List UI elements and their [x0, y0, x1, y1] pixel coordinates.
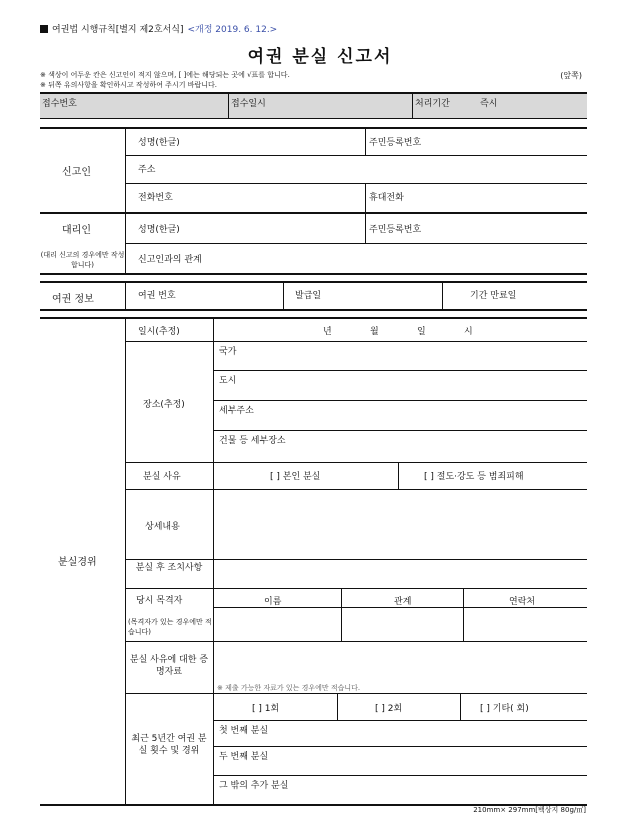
- agent-rrn-label: 주민등록번호: [369, 225, 422, 235]
- loss-after-field[interactable]: [215, 561, 585, 587]
- witness-col-contact: 연락처: [509, 597, 536, 607]
- history-twice-checkbox[interactable]: [ ] 2회: [375, 704, 403, 714]
- history-first-field[interactable]: [285, 722, 585, 744]
- loss-section-label: 분실경위: [58, 557, 97, 568]
- loss-witness-note: (목격자가 있는 경우에만 적습니다): [128, 618, 212, 636]
- loss-detail-label: 상세내용: [145, 522, 180, 532]
- note-2: ※ 뒤쪽 유의사항을 확인하시고 작성하여 주시기 바랍니다.: [40, 81, 217, 89]
- history-second-field[interactable]: [285, 748, 585, 773]
- note-1: ※ 색상이 어두운 칸은 신고인이 적지 않으며, [ ]에는 해당되는 곳에 √표를 합니다.: [40, 71, 290, 79]
- passport-number-label: 여권 번호: [138, 291, 176, 301]
- passport-expiry-label: 기간 만료일: [470, 291, 517, 301]
- place-address-label: 세부주소: [219, 406, 254, 416]
- history-second-label: 두 번째 분실: [219, 752, 269, 762]
- reporter-section-label: 신고인: [62, 167, 91, 178]
- reporter-rrn-field[interactable]: [450, 129, 585, 153]
- side-label: (앞쪽): [560, 71, 582, 80]
- loss-proof-note: ※ 제출 가능한 자료가 있는 경우에만 적습니다.: [217, 684, 361, 692]
- reporter-address-label: 주소: [138, 165, 156, 175]
- agent-name-field[interactable]: [230, 215, 360, 241]
- witness-name-field[interactable]: [215, 609, 339, 639]
- reporter-rrn-label: 주민등록번호: [369, 138, 422, 148]
- loss-witness-label: 당시 목격자: [136, 596, 183, 606]
- passport-issue-label: 발급일: [295, 291, 322, 301]
- reason-crime-checkbox[interactable]: [ ] 절도·강도 등 범죄피해: [424, 472, 524, 482]
- loss-date-label: 일시(추정): [138, 327, 180, 337]
- receipt-row: [40, 93, 587, 118]
- date-month: 월: [370, 327, 379, 337]
- date-hour: 시: [464, 327, 473, 337]
- period-value: 즉시: [480, 99, 498, 109]
- history-additional-field[interactable]: [300, 777, 585, 802]
- loss-after-label: 분실 후 조치사항: [135, 563, 203, 573]
- passport-expiry-field[interactable]: [520, 284, 585, 307]
- place-city-field[interactable]: [215, 385, 585, 399]
- loss-history-label: 최근 5년간 여권 분실 횟수 및 경위: [131, 734, 207, 756]
- reporter-mobile-label: 휴대전화: [369, 193, 404, 203]
- page-title: 여권 분실 신고서: [247, 47, 393, 67]
- agent-section-label: 대리인: [62, 225, 91, 236]
- history-first-label: 첫 번째 분실: [219, 726, 269, 736]
- place-country-field[interactable]: [215, 355, 585, 369]
- witness-relation-field[interactable]: [343, 609, 461, 639]
- receipt-number-label: 접수번호: [42, 99, 77, 109]
- reporter-name-field[interactable]: [230, 129, 360, 153]
- place-city-label: 도시: [219, 376, 237, 386]
- passport-issue-field[interactable]: [345, 284, 440, 307]
- paper-spec: 210mm× 297mm[백상지 80g/㎡]: [473, 806, 586, 814]
- agent-rrn-field[interactable]: [450, 215, 585, 241]
- agent-name-label: 성명(한글): [138, 225, 180, 235]
- loss-date-field[interactable]: [215, 319, 585, 340]
- agent-section-note: (대리 신고의 경우에만 작성합니다): [40, 251, 125, 269]
- place-detail-field[interactable]: [215, 445, 585, 459]
- agent-relation-field[interactable]: [230, 245, 585, 271]
- reporter-name-label: 성명(한글): [138, 138, 180, 148]
- history-other-checkbox[interactable]: [ ] 기타( 회): [480, 704, 529, 714]
- revision-text: <개정 2019. 6. 12.>: [187, 25, 278, 35]
- form-id: [40, 22, 277, 35]
- history-once-checkbox[interactable]: [ ] 1회: [252, 704, 280, 714]
- loss-proof-label: 분실 사유에 대한 증명자료: [129, 655, 209, 677]
- form-id-text: 여권법 시행규칙[별지 제2호서식]: [52, 25, 184, 35]
- place-detail-label: 건물 등 세부장소: [219, 436, 286, 446]
- reason-self-checkbox[interactable]: [ ] 본인 분실: [270, 472, 321, 482]
- witness-contact-field[interactable]: [465, 609, 585, 639]
- passport-section-label: 여권 정보: [52, 294, 94, 305]
- loss-detail-field[interactable]: [215, 491, 585, 557]
- loss-reason-label: 분실 사유: [143, 472, 181, 482]
- receipt-date-label: 접수일시: [231, 99, 266, 109]
- reporter-address-field[interactable]: [175, 157, 585, 181]
- reporter-mobile-field[interactable]: [430, 185, 585, 210]
- loss-place-label: 장소(추정): [143, 400, 185, 410]
- passport-number-field[interactable]: [195, 284, 280, 307]
- history-additional-label: 그 밖의 추가 분실: [219, 781, 289, 791]
- loss-proof-field[interactable]: [215, 643, 585, 681]
- date-year: 년: [323, 327, 332, 337]
- agent-relation-label: 신고인과의 관계: [138, 255, 202, 265]
- square-bullet-icon: [40, 25, 48, 33]
- witness-col-relation: 관계: [394, 597, 412, 607]
- period-label: 처리기간: [415, 99, 450, 109]
- reporter-phone-field[interactable]: [200, 185, 360, 210]
- place-country-label: 국가: [219, 347, 237, 357]
- date-day: 일: [417, 327, 426, 337]
- witness-col-name: 이름: [264, 597, 282, 607]
- place-address-field[interactable]: [215, 414, 585, 428]
- reporter-phone-label: 전화번호: [138, 193, 173, 203]
